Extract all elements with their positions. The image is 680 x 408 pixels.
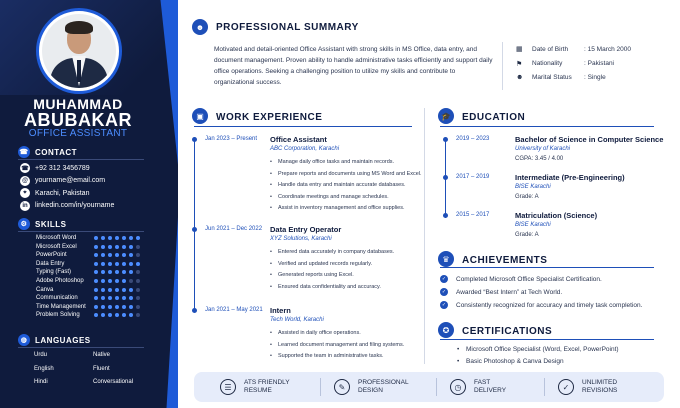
- divider: [502, 42, 503, 90]
- skill-name: Communication: [36, 295, 78, 302]
- personal-separator: :: [584, 45, 588, 53]
- divider: [320, 378, 321, 396]
- personal-value: 15 March 2000: [587, 45, 631, 53]
- feature-item: [334, 372, 409, 402]
- graduation-cap-icon: 🎓: [438, 108, 454, 124]
- feature-bar: [194, 372, 664, 402]
- skill-level-dots: [94, 270, 143, 274]
- contact-item: [20, 188, 89, 198]
- contact-text: linkedin.com/in/yourname: [35, 202, 115, 209]
- timeline-dot: [192, 227, 197, 232]
- skill-dot: [129, 262, 133, 266]
- check-icon: ✓: [441, 289, 447, 295]
- skill-dot: [101, 305, 105, 309]
- job-dates: Jan 2021 – May 2021: [205, 307, 263, 313]
- skill-dot: [94, 245, 98, 249]
- skill-dot: [108, 245, 112, 249]
- education-school: BISE Karachi: [515, 184, 551, 190]
- job-dates: Jun 2021 – Dec 2022: [205, 226, 263, 232]
- job-bullet: • Handle data entry and maintain accurate databases.: [278, 182, 406, 188]
- skill-dot: [108, 296, 112, 300]
- achievement-text: Consistently recognized for accuracy and timely task completion.: [456, 301, 643, 309]
- divider: [18, 159, 144, 160]
- skill-item: [36, 278, 144, 284]
- skill-dot: [122, 262, 126, 266]
- sidebar: [0, 0, 178, 408]
- skill-level-dots: [94, 279, 143, 283]
- timeline-dot: [443, 175, 448, 180]
- language-name: Urdu: [34, 352, 48, 358]
- certifications-heading: CERTIFICATIONS: [462, 326, 553, 337]
- skill-name: Problem Solving: [36, 312, 80, 319]
- skills-heading: ⚙ SKILLS: [18, 218, 66, 230]
- feature-item: [450, 372, 506, 402]
- contact-heading: ☎ CONTACT: [19, 147, 78, 157]
- language-name: Hindi: [34, 379, 48, 385]
- skill-dot: [94, 279, 98, 283]
- section-rule: [194, 126, 412, 127]
- skill-dot: [101, 270, 105, 274]
- job-bullet: • Ensured data confidentiality and accuracy.: [278, 284, 381, 290]
- skill-dot: [101, 279, 105, 283]
- skill-dot: [136, 270, 140, 274]
- skill-dot: [122, 288, 126, 292]
- skill-dot: [136, 313, 140, 317]
- job-bullet: • Generated reports using Excel.: [278, 272, 354, 278]
- certification-item: • Microsoft Office Specialist (Word, Excel, PowerPoint): [466, 346, 619, 353]
- education-school: BISE Karachi: [515, 222, 551, 228]
- skill-dot: [136, 296, 140, 300]
- check-icon: ✓: [441, 302, 447, 308]
- last-name: ABUBAKAR: [24, 110, 132, 130]
- timeline-dot: [192, 308, 197, 313]
- skill-dot: [94, 270, 98, 274]
- skill-dot: [101, 313, 105, 317]
- section-rule: [440, 267, 654, 268]
- personal-value: Single: [587, 74, 606, 81]
- job-bullet: • Learned document management and filing systems.: [278, 342, 404, 348]
- skill-dot: [108, 279, 112, 283]
- skill-dot: [115, 305, 119, 309]
- briefcase-icon: ▣: [192, 108, 208, 124]
- job-company: ABC Corporation, Karachi: [270, 146, 340, 152]
- skill-dot: [129, 313, 133, 317]
- skill-dot: [115, 253, 119, 257]
- personal-info-row: [516, 74, 606, 81]
- timeline-dot: [443, 213, 448, 218]
- achievement-item: [440, 288, 562, 296]
- skill-dot: [115, 262, 119, 266]
- skill-dot: [122, 305, 126, 309]
- clock-delivery-icon: ◷: [450, 379, 466, 395]
- timeline-dot: [192, 137, 197, 142]
- skill-dot: [94, 305, 98, 309]
- certificate-icon: ✪: [438, 322, 454, 338]
- skill-dot: [108, 305, 112, 309]
- language-level: Fluent: [93, 365, 110, 372]
- person-icon: ☻: [192, 19, 208, 35]
- education-dates: 2017 – 2019: [456, 174, 490, 180]
- education-grade: Grade: A: [515, 194, 539, 200]
- personal-info-row: [516, 45, 631, 53]
- education-dates: 2019 – 2023: [456, 136, 490, 142]
- skill-dot: [115, 296, 119, 300]
- job-bullet: • Entered data accurately in company databases.: [278, 249, 394, 255]
- job-bullet: • Prepare reports and documents using MS Word and Excel.: [278, 171, 422, 177]
- contact-text: yourname@email.com: [35, 177, 106, 184]
- timeline-line: [194, 140, 195, 312]
- skill-dot: [122, 279, 126, 283]
- divider: [544, 378, 545, 396]
- skill-dot: [129, 305, 133, 309]
- job-company: Tech World, Karachi: [270, 317, 324, 323]
- skill-dot: [94, 313, 98, 317]
- skill-dot: [108, 288, 112, 292]
- job-title: Data Entry Operator: [270, 225, 342, 234]
- skill-name: Adobe Photoshop: [36, 278, 84, 284]
- skill-item: [36, 269, 144, 275]
- education-degree: Matriculation (Science): [515, 211, 598, 220]
- summary-heading: PROFESSIONAL SUMMARY: [216, 22, 359, 33]
- skill-level-dots: [94, 288, 143, 292]
- skill-dot: [94, 236, 98, 240]
- job-dates: Jan 2023 – Present: [205, 136, 258, 142]
- gear-icon: ⚙: [18, 218, 30, 230]
- skill-dot: [122, 245, 126, 249]
- decorative-swoosh: [150, 0, 178, 408]
- language-level: Conversational: [93, 379, 134, 385]
- skill-dot: [129, 288, 133, 292]
- skill-level-dots: [94, 305, 143, 309]
- section-rule: [440, 339, 654, 340]
- flag-icon: ⚑: [516, 60, 523, 68]
- achievements-heading: ACHIEVEMENTS: [462, 255, 548, 266]
- skill-dot: [136, 262, 140, 266]
- skill-level-dots: [94, 262, 143, 266]
- personal-label: Date of Birth: [532, 45, 569, 53]
- timeline-dot: [443, 137, 448, 142]
- contact-item: [20, 176, 105, 186]
- skill-level-dots: [94, 245, 143, 249]
- feature-text: FAST DELIVERY: [474, 379, 507, 394]
- education-degree: Bachelor of Science in Computer Science: [515, 135, 664, 144]
- skill-item: [36, 235, 144, 241]
- skill-dot: [101, 296, 105, 300]
- achievement-item: [440, 275, 602, 283]
- skill-dot: [122, 296, 126, 300]
- job-bullet: • Manage daily office tasks and maintain records.: [278, 159, 394, 165]
- email-icon: @: [20, 176, 30, 186]
- calendar-icon: ▦: [516, 46, 523, 53]
- personal-value: Pakistani: [587, 60, 614, 67]
- job-title: Office Assistant: [270, 135, 327, 144]
- skill-dot: [136, 245, 140, 249]
- section-rule: [440, 126, 654, 127]
- skill-name: Typing (Fast): [36, 269, 72, 276]
- skill-item: [36, 312, 144, 318]
- personal-separator: :: [584, 60, 588, 67]
- personal-separator: :: [584, 74, 588, 81]
- skill-dot: [94, 262, 98, 266]
- job-company: XYZ Solutions, Karachi: [270, 236, 332, 242]
- pen-design-icon: ✎: [334, 379, 350, 395]
- skill-dot: [101, 253, 105, 257]
- skill-level-dots: [94, 236, 143, 240]
- job-bullet: • Assist in inventory management and office supplies.: [278, 205, 404, 211]
- language-level: Native: [93, 352, 111, 358]
- skill-dot: [129, 270, 133, 274]
- skill-dot: [94, 296, 98, 300]
- feature-text: UNLIMITED REVISIONS: [582, 379, 618, 394]
- languages-heading: ◍ LANGUAGES: [18, 334, 91, 346]
- contact-icon: ☎: [18, 146, 30, 158]
- skill-name: Time Management: [36, 303, 86, 310]
- job-title: Intern: [270, 306, 291, 315]
- skill-item: [36, 261, 144, 267]
- trophy-icon: ♛: [438, 251, 454, 267]
- education-degree: Intermediate (Pre-Engineering): [515, 173, 625, 182]
- skill-dot: [108, 236, 112, 240]
- skill-level-dots: [94, 296, 143, 300]
- skill-name: Data Entry: [36, 260, 65, 267]
- skill-dot: [108, 313, 112, 317]
- skill-dot: [94, 253, 98, 257]
- skill-dot: [129, 279, 133, 283]
- personal-label: Marital Status: [532, 74, 572, 81]
- skill-dot: [136, 253, 140, 257]
- achievement-text: Awarded “Best Intern” at Tech World.: [456, 288, 563, 296]
- skill-dot: [122, 253, 126, 257]
- job-role: OFFICE ASSISTANT: [28, 128, 128, 139]
- location-icon: ⌖: [20, 188, 30, 198]
- skill-item: [36, 252, 144, 258]
- skill-dot: [101, 236, 105, 240]
- feature-item: [220, 372, 290, 402]
- skill-dot: [94, 288, 98, 292]
- achievement-item: [440, 301, 642, 309]
- achievement-text: Completed Microsoft Office Specialist Certification.: [456, 275, 602, 283]
- skill-dot: [115, 270, 119, 274]
- skill-dot: [108, 270, 112, 274]
- feature-item: [558, 372, 617, 402]
- skill-item: [36, 244, 144, 250]
- profile-photo: [42, 14, 116, 88]
- skill-level-dots: [94, 313, 143, 317]
- experience-heading: WORK EXPERIENCE: [216, 112, 323, 123]
- language-name: English: [34, 365, 54, 372]
- skill-name: Microsoft Excel: [36, 243, 77, 250]
- person-icon: ☻: [516, 74, 524, 81]
- education-dates: 2015 – 2017: [456, 212, 490, 218]
- linkedin-icon: in: [20, 201, 30, 211]
- personal-info-row: [516, 60, 614, 68]
- skill-dot: [129, 236, 133, 240]
- globe-icon: ◍: [18, 334, 30, 346]
- skill-name: PowerPoint: [36, 252, 67, 259]
- skill-dot: [101, 262, 105, 266]
- ats-document-icon: ☰: [220, 379, 236, 395]
- skill-dot: [136, 279, 140, 283]
- skill-dot: [115, 245, 119, 249]
- contact-item: [20, 201, 114, 211]
- skill-dot: [115, 279, 119, 283]
- divider: [424, 108, 425, 364]
- skill-dot: [136, 236, 140, 240]
- skill-name: Canva: [36, 286, 54, 293]
- skill-dot: [129, 245, 133, 249]
- job-bullet: • Supported the team in administrative tasks.: [278, 353, 383, 359]
- skill-dot: [101, 245, 105, 249]
- job-bullet: • Assisted in daily office operations.: [278, 330, 361, 336]
- skill-dot: [136, 305, 140, 309]
- skill-dot: [108, 253, 112, 257]
- skill-dot: [129, 296, 133, 300]
- skill-dot: [115, 313, 119, 317]
- contact-text: +92 312 3456789: [35, 164, 90, 172]
- skill-dot: [122, 270, 126, 274]
- divider: [18, 231, 144, 232]
- skill-dot: [129, 253, 133, 257]
- skill-dot: [122, 313, 126, 317]
- certification-item: • Basic Photoshop & Canva Design: [466, 358, 564, 365]
- skill-dot: [136, 288, 140, 292]
- education-heading: EDUCATION: [462, 112, 526, 123]
- phone-icon: ☎: [20, 163, 30, 173]
- feature-text: PROFESSIONAL DESIGN: [358, 379, 409, 394]
- contact-text: Karachi, Pakistan: [35, 189, 90, 197]
- checkmark-icon: ✓: [558, 379, 574, 395]
- skill-item: [36, 295, 144, 301]
- skill-dot: [108, 262, 112, 266]
- skill-item: [36, 304, 144, 310]
- check-icon: ✓: [441, 276, 447, 282]
- skill-item: [36, 287, 144, 293]
- skill-level-dots: [94, 253, 143, 257]
- education-grade: Grade: A: [515, 232, 539, 238]
- divider: [18, 347, 144, 348]
- skill-dot: [115, 236, 119, 240]
- skill-dot: [101, 288, 105, 292]
- divider: [436, 378, 437, 396]
- job-bullet: • Verified and updated records regularly.: [278, 261, 372, 267]
- first-name: MUHAMMAD: [33, 96, 123, 112]
- personal-label: Nationality: [532, 60, 563, 67]
- skill-dot: [115, 288, 119, 292]
- education-school: University of Karachi: [515, 146, 571, 152]
- contact-item: [20, 163, 90, 173]
- education-grade: CGPA: 3.45 / 4.00: [515, 156, 564, 162]
- job-bullet: • Coordinate meetings and manage schedules.: [278, 194, 389, 200]
- skill-name: Microsoft Word: [36, 235, 77, 241]
- summary-text: Motivated and detail-oriented Office Assistant with strong skills in MS Office, data entry, and document management. Proven ability to handle administrative tasks efficiently and support daily office operations. Seeking a challenging position to utilize my skills and contribute to organizational success.: [214, 46, 493, 86]
- feature-text: ATS FRIENDLY RESUME: [244, 379, 290, 394]
- skill-dot: [122, 236, 126, 240]
